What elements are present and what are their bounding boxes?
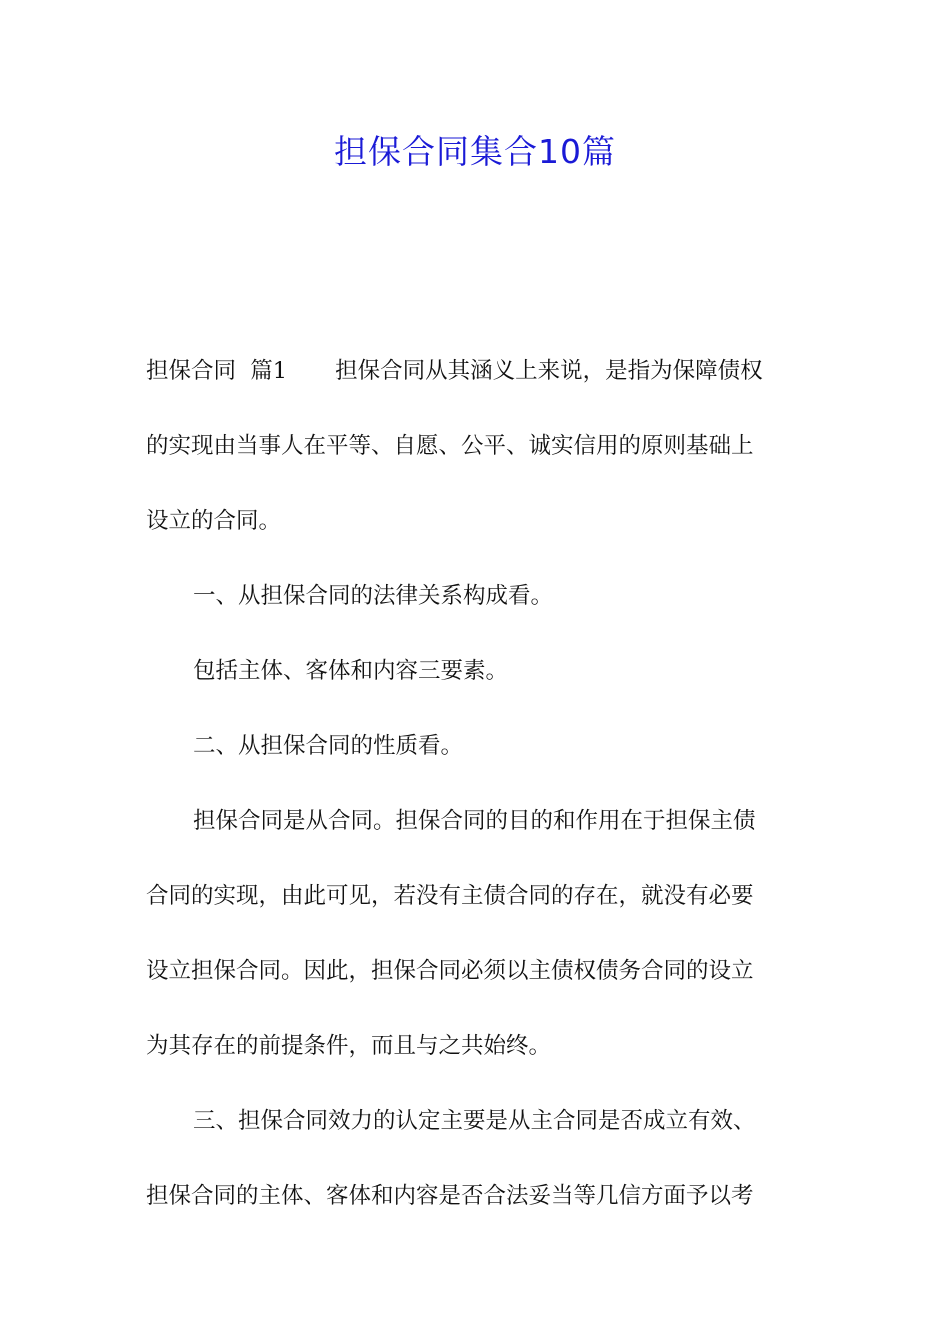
document-title: 担保合同集合10篇 [334,132,616,171]
paragraph-line: 三、担保合同效力的认定主要是从主合同是否成立有效、 [193,1108,756,1134]
document-body [146,334,806,1234]
paragraph-line: 设立的合同。 [146,508,282,534]
section-heading: 担保合同 篇1 [146,358,288,384]
paragraph-text: 担保合同从其涵义上来说，是指为保障债权 [335,358,763,384]
paragraph-line: 设立担保合同。因此，担保合同必须以主债权债务合同的设立 [146,958,754,984]
paragraph-line: 包括主体、客体和内容三要素。 [193,658,509,684]
paragraph-line: 担保合同是从合同。担保合同的目的和作用在于担保主债 [193,808,756,834]
paragraph-line: 二、从担保合同的性质看。 [193,733,464,759]
paragraph-line [146,334,806,409]
paragraph-line: 合同的实现，由此可见，若没有主债合同的存在，就没有必要 [146,883,754,909]
paragraph-line: 担保合同的主体、客体和内容是否合法妥当等几信方面予以考 [146,1183,754,1209]
paragraph-line: 一、从担保合同的法律关系构成看。 [193,583,554,609]
paragraph-line: 的实现由当事人在平等、自愿、公平、诚实信用的原则基础上 [146,433,754,459]
paragraph-line: 为其存在的前提条件，而且与之共始终。 [146,1033,552,1059]
